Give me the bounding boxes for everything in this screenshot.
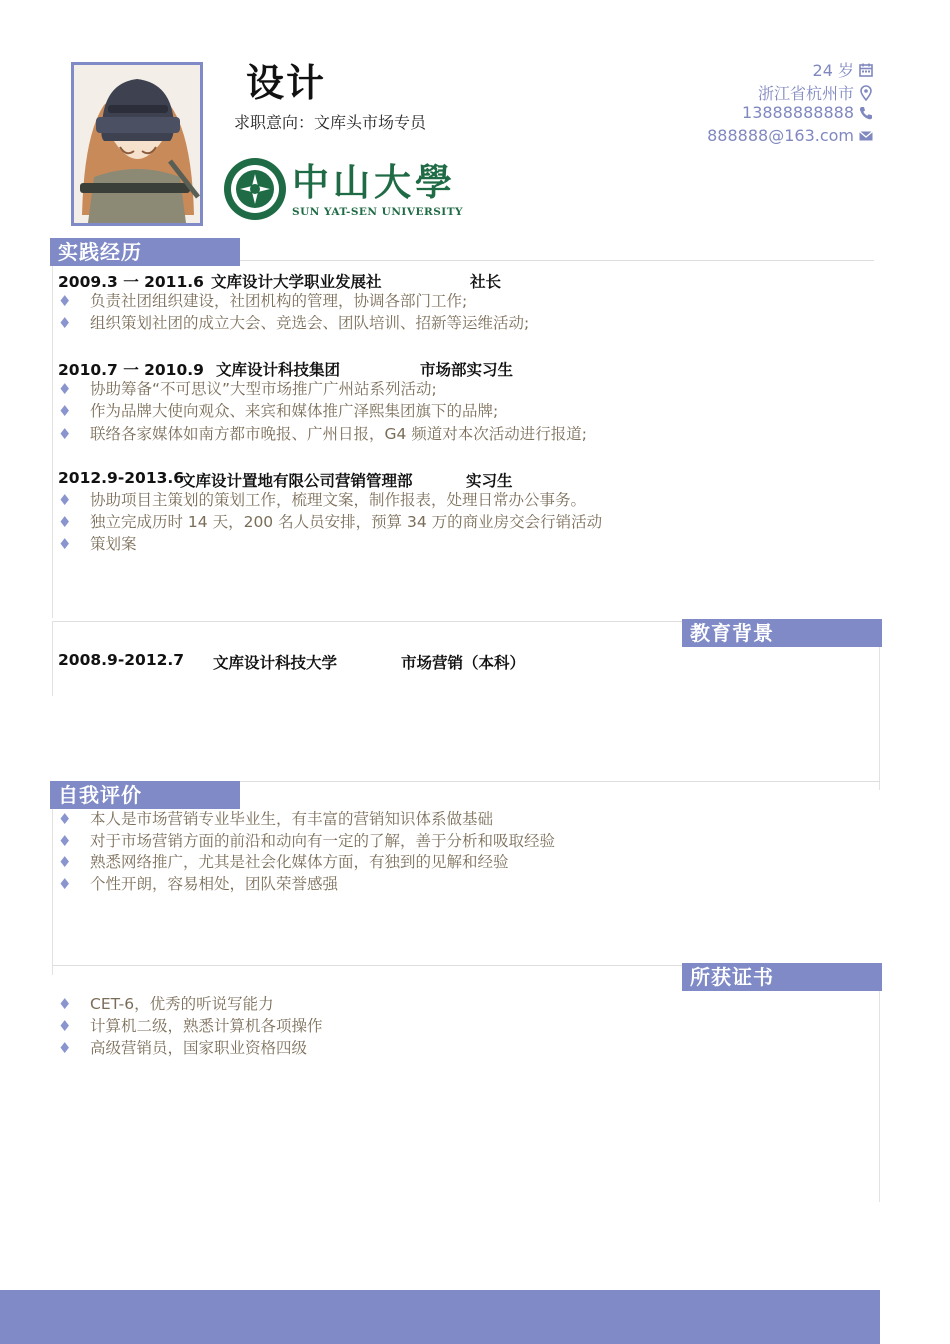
section-title-self-eval: 自我评价 xyxy=(50,781,240,809)
list-item: ♦ 组织策划社团的成立大会、竞选会、团队培训、招新等运维活动; xyxy=(58,314,530,332)
list-item: ♦ 协助筹备“不可思议”大型市场推广广州站系列活动; xyxy=(58,380,437,398)
contact-email xyxy=(707,126,874,145)
bullet-diamond-icon: ♦ xyxy=(58,995,72,1013)
organization: 文库设计科技集团 xyxy=(216,361,341,379)
location-pin-icon xyxy=(858,85,874,101)
contact-age xyxy=(813,58,874,81)
practice-entry-2-header xyxy=(58,358,858,378)
location-text: 浙江省杭州市 xyxy=(757,84,854,103)
section-title-education: 教育背景 xyxy=(682,619,882,647)
university-seal-logo xyxy=(222,156,288,222)
role: 社长 xyxy=(470,273,502,291)
certs-right-rule xyxy=(879,990,880,1202)
contact-location xyxy=(758,81,874,104)
school: 文库设计科技大学 xyxy=(213,654,338,672)
practice-entry-3-header xyxy=(58,469,858,489)
bullet-diamond-icon: ♦ xyxy=(58,513,72,531)
self-eval-left-rule xyxy=(52,781,53,975)
section-title-certs: 所获证书 xyxy=(682,963,882,991)
bullet-diamond-icon: ♦ xyxy=(58,1017,72,1035)
bullet-diamond-icon: ♦ xyxy=(58,491,72,509)
footer-bar xyxy=(0,1290,880,1344)
job-intent-label: 求职意向： xyxy=(234,113,315,132)
list-item: ♦ 熟悉网络推广，尤其是社会化媒体方面，有独到的见解和经验 xyxy=(58,853,509,871)
education-left-rule xyxy=(52,621,53,696)
list-item: ♦ 对于市场营销方面的前沿和动向有一定的了解，善于分析和吸取经验 xyxy=(58,832,556,850)
list-item: ♦ 个性开朗，容易相处，团队荣誉感强 xyxy=(58,875,339,893)
period: 2010.7 一 2010.9 xyxy=(58,361,204,379)
list-item: ♦ 协助项目主策划的策划工作，梳理文案，制作报表，处理日常办公事务。 xyxy=(58,491,587,509)
university-name-chinese: 中山大學 xyxy=(292,160,456,204)
role: 实习生 xyxy=(466,472,513,490)
age-text: 24 岁 xyxy=(812,61,854,80)
period: 2009.3 一 2011.6 xyxy=(58,273,204,291)
list-item: ♦ CET-6，优秀的听说写能力 xyxy=(58,995,274,1013)
list-item: ♦ 负责社团组织建设，社团机构的管理，协调各部门工作; xyxy=(58,292,468,310)
section-title-practice: 实践经历 xyxy=(50,238,240,266)
bullet-diamond-icon: ♦ xyxy=(58,535,72,553)
list-item: ♦ 计算机二级，熟悉计算机各项操作 xyxy=(58,1017,323,1035)
contact-phone xyxy=(742,103,874,122)
bullet-diamond-icon: ♦ xyxy=(58,402,72,420)
list-item: ♦ 策划案 xyxy=(58,535,137,553)
education-right-rule xyxy=(879,646,880,790)
bullet-diamond-icon: ♦ xyxy=(58,292,72,310)
role: 市场部实习生 xyxy=(420,361,514,379)
envelope-icon xyxy=(858,128,874,144)
list-item: ♦ 作为品牌大使向观众、来宾和媒体推广泽熙集团旗下的品牌; xyxy=(58,402,499,420)
job-intent xyxy=(234,110,426,133)
profile-photo xyxy=(71,62,203,226)
bullet-diamond-icon: ♦ xyxy=(58,810,72,828)
phone-text: 13888888888 xyxy=(742,103,854,122)
bullet-diamond-icon: ♦ xyxy=(58,314,72,332)
list-item: ♦ 本人是市场营销专业毕业生，有丰富的营销知识体系做基础 xyxy=(58,810,494,828)
list-item: ♦ 高级营销员，国家职业资格四级 xyxy=(58,1039,308,1057)
major: 市场营销（本科） xyxy=(401,654,526,672)
practice-left-rule xyxy=(52,260,53,618)
organization: 文库设计大学职业发展社 xyxy=(211,273,382,291)
bullet-diamond-icon: ♦ xyxy=(58,832,72,850)
period: 2008.9-2012.7 xyxy=(58,651,185,669)
education-entry-header xyxy=(58,651,678,671)
job-intent-value: 文库头市场专员 xyxy=(314,113,427,132)
bullet-diamond-icon: ♦ xyxy=(58,853,72,871)
bullet-diamond-icon: ♦ xyxy=(58,380,72,398)
phone-icon xyxy=(858,105,874,121)
calendar-icon xyxy=(858,62,874,78)
period: 2012.9-2013.6 xyxy=(58,469,185,487)
practice-entry-1-header xyxy=(58,270,858,290)
bullet-diamond-icon: ♦ xyxy=(58,425,72,443)
avatar-illustration xyxy=(74,65,200,223)
email-text: 888888@163.com xyxy=(707,126,854,145)
list-item: ♦ 独立完成历时 14 天，200 名人员安排，预算 34 万的商业房交会行销活动 xyxy=(58,513,603,531)
bullet-diamond-icon: ♦ xyxy=(58,1039,72,1057)
university-name-english: SUN YAT-SEN UNIVERSITY xyxy=(292,206,464,218)
bullet-diamond-icon: ♦ xyxy=(58,875,72,893)
organization: 文库设计置地有限公司营销管理部 xyxy=(180,472,413,490)
list-item: ♦ 联络各家媒体如南方都市晚报、广州日报，G4 频道对本次活动进行报道; xyxy=(58,425,588,443)
candidate-name: 设计 xyxy=(246,61,327,105)
